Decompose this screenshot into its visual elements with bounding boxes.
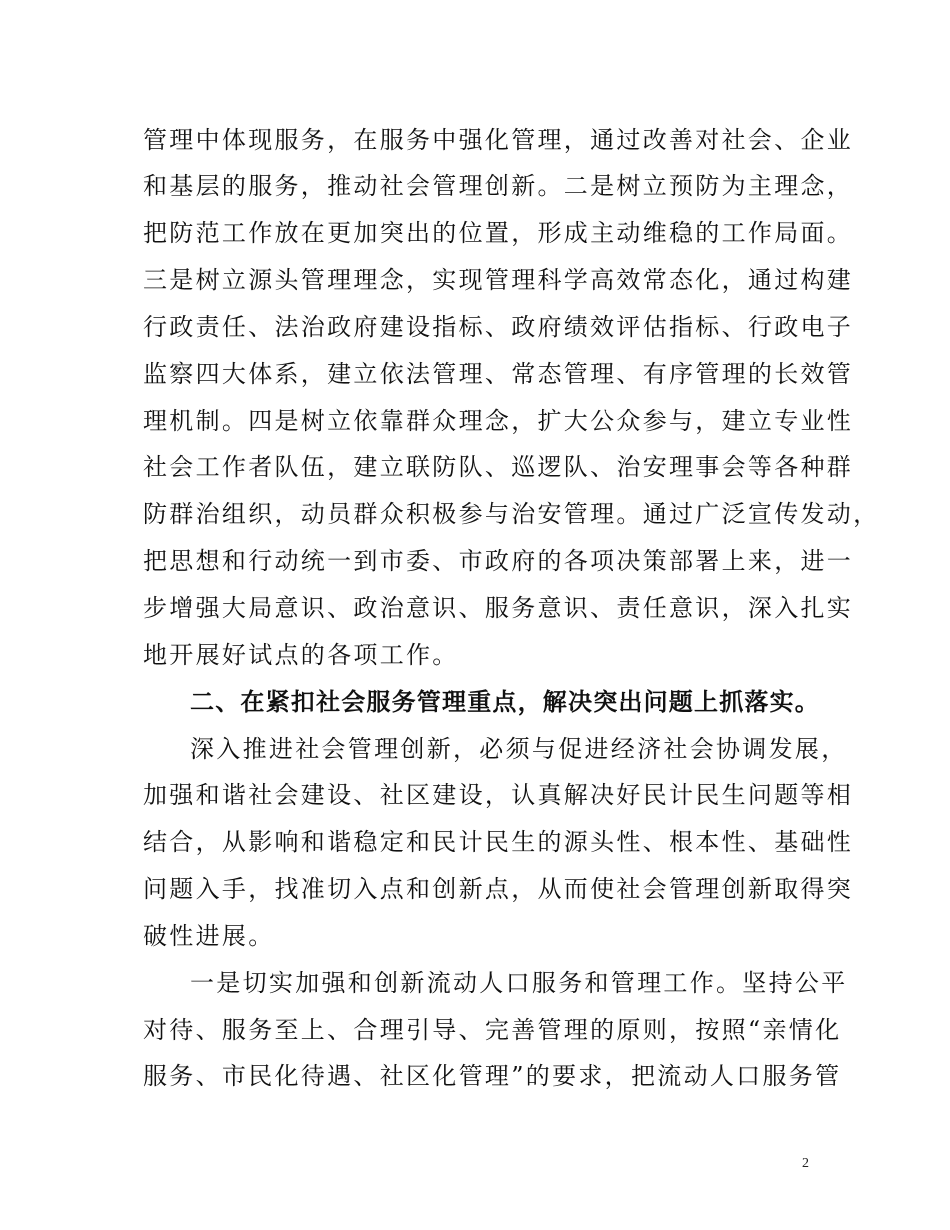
page-number: 2 (802, 1156, 809, 1171)
body-text-line: 管理中体现服务，在服务中强化管理，通过改善对社会、企业 (143, 126, 854, 154)
body-text-line: 服务、市民化待遇、社区化管理”的要求，把流动人口服务管 (143, 1062, 842, 1090)
body-text-line: 监察四大体系，建立依法管理、常态管理、有序管理的长效管 (143, 360, 854, 388)
body-text-line: 把思想和行动统一到市委、市政府的各项决策部署上来，进一 (143, 547, 854, 575)
body-text-line: 理机制。四是树立依靠群众理念，扩大公众参与，建立专业性 (143, 407, 854, 435)
body-text-line: 社会工作者队伍，建立联防队、巡逻队、治安理事会等各种群 (143, 453, 854, 481)
paragraph-first-line: 一是切实加强和创新流动人口服务和管理工作。坚持公平 (190, 969, 848, 997)
body-text-line: 结合，从影响和谐稳定和民计民生的源头性、根本性、基础性 (143, 828, 854, 856)
body-text-line: 破性进展。 (143, 922, 275, 950)
body-text-line: 把防范工作放在更加突出的位置，形成主动维稳的工作局面。 (143, 219, 854, 247)
body-text-line: 对待、服务至上、合理引导、完善管理的原则，按照“亲情化 (143, 1016, 842, 1044)
paragraph-first-line: 深入推进社会管理创新，必须与促进经济社会协调发展， (190, 735, 848, 763)
body-text-line: 防群治组织，动员群众积极参与治安管理。通过广泛宣传发动， (143, 500, 880, 528)
body-text-line: 问题入手，找准切入点和创新点，从而使社会管理创新取得突 (143, 875, 854, 903)
body-text-line: 三是树立源头管理理念，实现管理科学高效常态化，通过构建 (143, 266, 854, 294)
body-text-line: 行政责任、法治政府建设指标、政府绩效评估指标、行政电子 (143, 313, 854, 341)
body-text-line: 加强和谐社会建设、社区建设，认真解决好民计民生问题等相 (143, 781, 854, 809)
body-text-line: 和基层的服务，推动社会管理创新。二是树立预防为主理念， (143, 172, 854, 200)
body-text-line: 地开展好试点的各项工作。 (143, 641, 459, 669)
section-heading: 二、在紧扣社会服务管理重点，解决突出问题上抓落实。 (190, 688, 820, 716)
body-text-line: 步增强大局意识、政治意识、服务意识、责任意识，深入扎实 (143, 594, 854, 622)
